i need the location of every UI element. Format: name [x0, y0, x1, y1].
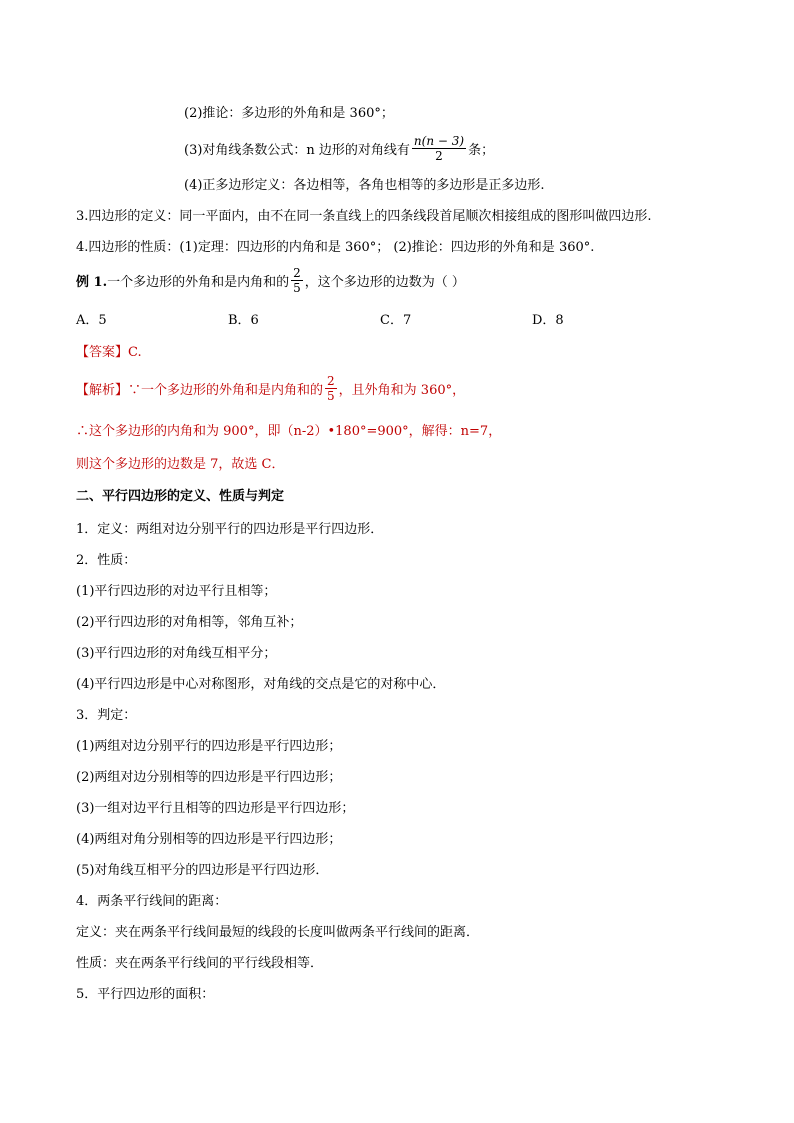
fraction-denominator: 5 [327, 389, 335, 403]
list-item: (2)两组对边分别相等的四边形是平行四边形； [76, 770, 342, 785]
answer-label: 【答案】 [76, 345, 129, 360]
list-item: 5．平行四边形的面积： [76, 987, 215, 1002]
list-item: (2)平行四边形的对角相等，邻角互补； [76, 615, 303, 630]
option-a: A．5 [76, 313, 107, 328]
analysis-label: 【解析】 [76, 383, 129, 398]
corollary-exterior-angle-sum: (2)推论：多边形的外角和是 360°； [184, 106, 394, 121]
answer-line [76, 344, 142, 362]
regular-polygon-definition: (4)正多边形定义：各边相等，各角也相等的多边形是正多边形. [184, 178, 545, 193]
list-item: 1．定义：两组对边分别平行的四边形是平行四边形． [76, 522, 384, 537]
option-b: B．6 [228, 313, 259, 328]
list-item: (1)平行四边形的对边平行且相等； [76, 584, 277, 599]
list-item: 3．判定： [76, 708, 137, 723]
fraction-numerator: 2 [293, 266, 301, 280]
option-d: D．8 [532, 313, 564, 328]
list-item: 2．性质： [76, 553, 137, 568]
diagonal-fraction [412, 134, 466, 163]
list-item: (3)平行四边形的对角线互相平分； [76, 646, 277, 661]
list-item: (3)一组对边平行且相等的四边形是平行四边形； [76, 801, 355, 816]
analysis-text: ∵一个多边形的外角和是内角和的 [128, 383, 324, 398]
quadrilateral-properties: 4.四边形的性质：(1)定理：四边形的内角和是 360°； (2)推论：四边形的外角和是 360°. [76, 240, 595, 255]
list-item: (4)平行四边形是中心对称图形，对角线的交点是它的对称中心． [76, 677, 446, 692]
option-c: C．7 [380, 313, 412, 328]
fraction-numerator: 2 [327, 374, 335, 388]
analysis-text-end: ，且外角和为 360°， [338, 383, 466, 398]
fraction-numerator: n(n − 3) [413, 134, 465, 148]
answer-value: C. [128, 345, 142, 360]
diagonal-formula-text: (3)对角线条数公式：n 边形的对角线有 [184, 143, 410, 158]
analysis-line-3: 则这个多边形的边数是 7，故选 C． [76, 457, 285, 472]
example-1-question [76, 268, 465, 297]
list-item: 性质：夹在两条平行线间的平行线段相等． [76, 956, 324, 971]
list-item: (5)对角线互相平分的四边形是平行四边形． [76, 863, 329, 878]
analysis-fraction [325, 374, 337, 403]
diagonal-count-formula [184, 136, 494, 165]
diagonal-formula-suffix: 条； [468, 143, 495, 158]
list-item: (1)两组对边分别平行的四边形是平行四边形； [76, 739, 342, 754]
fraction-denominator: 2 [435, 149, 443, 163]
example-label: 例 1. [76, 275, 108, 290]
fraction-denominator: 5 [293, 281, 301, 295]
example-text-end: ，这个多边形的边数为（ ） [304, 275, 465, 290]
quadrilateral-definition: 3.四边形的定义：同一平面内，由不在同一条直线上的四条线段首尾顺次相接组成的图形叫做四边形. [76, 209, 652, 224]
list-item: (4)两组对角分别相等的四边形是平行四边形； [76, 832, 342, 847]
example-text: 一个多边形的外角和是内角和的 [107, 275, 290, 290]
list-item: 4．两条平行线间的距离： [76, 894, 228, 909]
analysis-line-1 [76, 376, 465, 405]
section-2-heading: 二、平行四边形的定义、性质与判定 [76, 489, 285, 504]
example-fraction [291, 266, 303, 295]
analysis-line-2: ∴这个多边形的内角和为 900°，即（n-2）•180°=900°，解得：n=7， [76, 424, 502, 439]
list-item: 定义：夹在两条平行线间最短的线段的长度叫做两条平行线间的距离． [76, 925, 480, 940]
